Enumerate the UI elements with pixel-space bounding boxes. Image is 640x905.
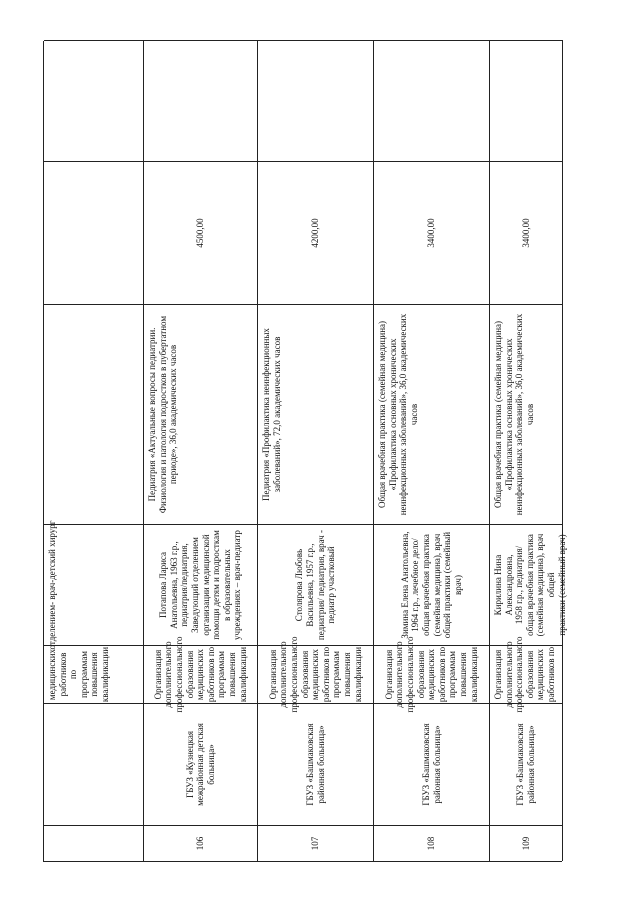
course-line: Общая врачебная практика (семейная медицина) bbox=[377, 320, 387, 509]
cell-program-type: Организация дополнительного профессионального образования медицинских работников по программам повышения квалификации bbox=[144, 645, 258, 703]
course-lines bbox=[493, 307, 535, 522]
cell-row-number: 107 bbox=[258, 825, 374, 861]
cell-organization: ГБУЗ «Кузнецкая межрайонная детская больница» bbox=[144, 703, 258, 825]
cell-price: 3400,00 bbox=[374, 161, 490, 304]
cell-extra bbox=[144, 40, 258, 161]
cell-course-empty bbox=[44, 304, 144, 524]
cell-price: 3400,00 bbox=[490, 161, 563, 304]
cell-row-number: 109 bbox=[490, 825, 563, 861]
cell-num-empty bbox=[44, 825, 144, 861]
cell-program-type: Организация дополнительного профессионального образования медицинских работников по программам повышения квалификации bbox=[258, 645, 374, 703]
course-lines bbox=[377, 307, 419, 522]
cell-price: 4200,00 bbox=[258, 161, 374, 304]
cell-organization: ГБУЗ «Башмаковская районная больница» bbox=[374, 703, 490, 825]
cell-employee: Зимина Елена Анатольевна, 1964 г.р., лечебное дело/общая врачебная практика (семейная медицина), врач общей практики (семейный врач) bbox=[374, 524, 490, 645]
cell-organization: ГБУЗ «Башмаковская районная больница» bbox=[258, 703, 374, 825]
cell-employee bbox=[490, 524, 567, 645]
employee-line: Кирилина Нина Александровна, bbox=[493, 554, 514, 616]
cell-extra bbox=[490, 40, 563, 161]
cell-employee-continued: отделением- врач-детский хирург bbox=[44, 524, 144, 645]
cell-program-type: Организация дополнительного профессионального образования медицинских работников по программам повышения квалификации bbox=[374, 645, 490, 703]
cell-price: 4500,00 bbox=[144, 161, 258, 304]
cell-course bbox=[490, 304, 563, 524]
cell-row-number: 108 bbox=[374, 825, 490, 861]
cell-course bbox=[374, 304, 490, 524]
cell-organization: ГБУЗ «Башмаковская районная больница» bbox=[490, 703, 563, 825]
cell-program-type-continued: медицинских работников по программам повышения квалификации bbox=[44, 645, 144, 703]
cell-price-empty bbox=[44, 161, 144, 304]
course-line: Общая врачебная практика (семейная медицина) bbox=[493, 320, 503, 509]
cell-extra bbox=[374, 40, 490, 161]
employee-line: 1958 г.р., педиатрия/ bbox=[514, 545, 525, 625]
cell-employee: Потапова Лариса Анатольевна, 1963 г.р., педиатрия/педиатрия, Заведующий отделением организации медицинской помощи детям и подросткам в образовательных учреждениях – врач-педиатр bbox=[144, 524, 258, 645]
course-line: «Профилактика основных хронических неинфекционных заболеваний», 36,0 академических часов bbox=[387, 313, 419, 516]
employee-line: (семейная медицина), врач общей bbox=[535, 533, 556, 637]
employee-lines bbox=[493, 527, 567, 643]
cell-course: Педиатрия «Профилактика неинфекционных заболеваний», 72,0 академических часов bbox=[258, 304, 374, 524]
cell-org-empty bbox=[44, 703, 144, 825]
course-line: «Профилактика основных хронических неинфекционных заболеваний», 36,0 академических часов bbox=[503, 313, 535, 516]
cell-employee: Столярова Любовь Васильевна, 1957 г.р., педиатрия/ педиатрия, врач - педиатр участковый bbox=[258, 524, 374, 645]
cell-extra-empty bbox=[44, 40, 144, 161]
cell-program-type: Организация дополнительного профессионального образования медицинских работников по bbox=[490, 645, 563, 703]
cell-course: Педиатрия «Актуальные вопросы педиатрии. Физиология и патология подростков в пубертатном периоде», 36,0 академических часов bbox=[144, 304, 258, 524]
training-table bbox=[43, 41, 567, 862]
employee-line: практики (семейный врач) bbox=[556, 534, 567, 636]
cell-row-number: 106 bbox=[144, 825, 258, 861]
cell-extra bbox=[258, 40, 374, 161]
employee-line: общая врачебная практика bbox=[524, 534, 535, 636]
